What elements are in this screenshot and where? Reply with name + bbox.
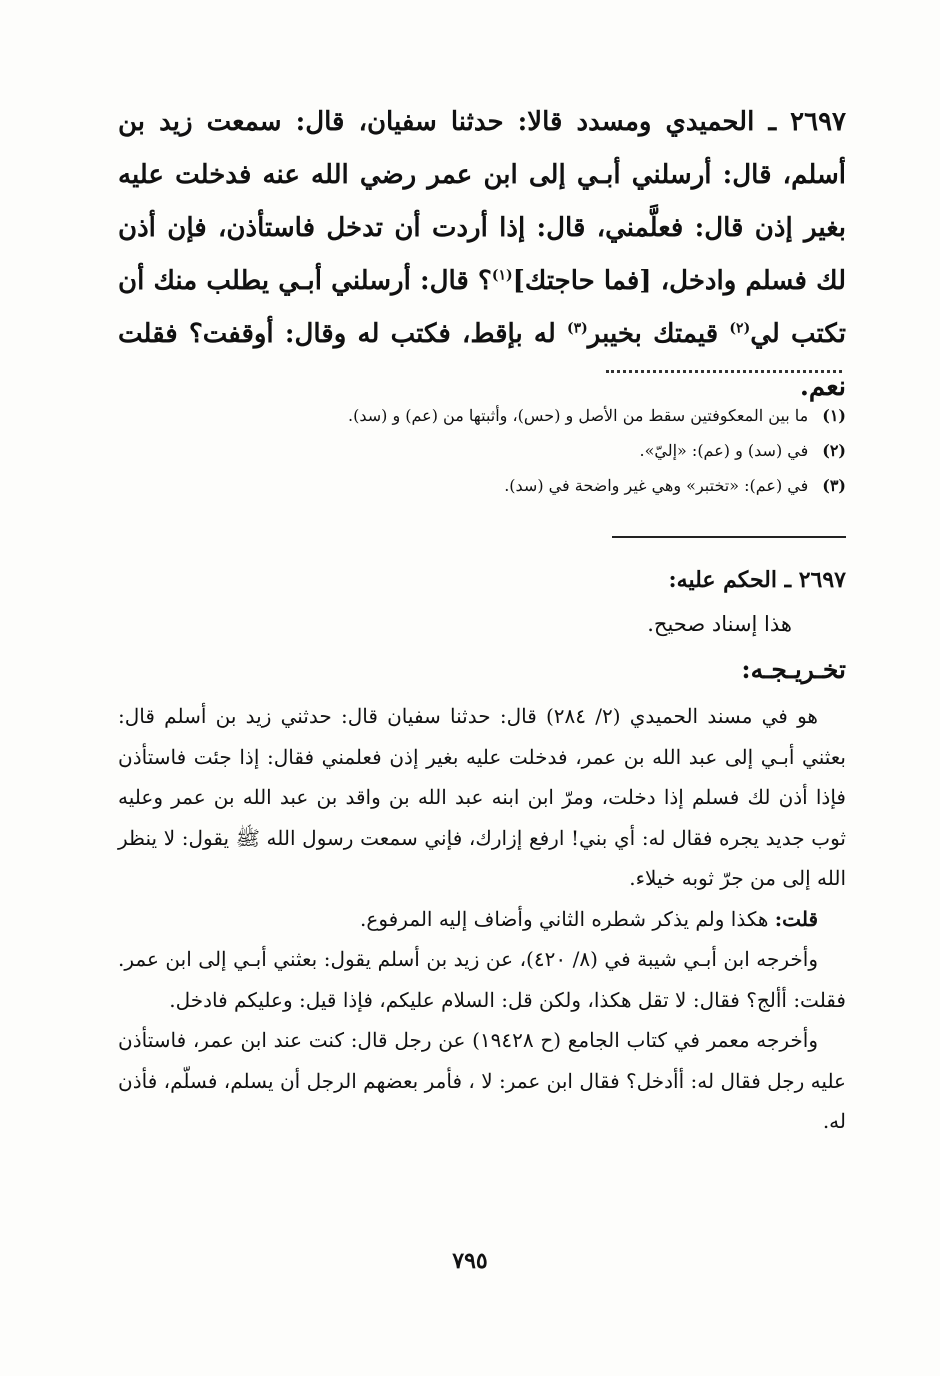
hadith-text-part-b: ؟ قال: أرسلني أبـي يطلب منك أن تكتب لي [118,266,846,349]
ruling-heading: ٢٦٩٧ ـ الحكم عليه: [668,567,846,593]
footnote-2 [118,433,846,468]
footnote-ref-1: (١) [491,267,513,284]
takhrij-paragraph-2 [118,899,846,940]
takhrij-body [118,696,846,1142]
ruling-text: هذا إسناد صحيح. [647,612,792,636]
qult-label: قلت: [774,906,818,931]
takhrij-paragraph-1: هو في مسند الحميدي (٢/ ٢٨٤) قال: حدثنا سفيان قال: حدثني زيد بن أسلم قال: بعثني أبـي إلى عبد الله بن عمر، فدخلت عليه بغير إذن فعلمني فقال: إذا جئت فاستأذن فإذا أذن لك فسلم إذا دخلت، ومرّ ابن ابنه عبد الله بن واقد بن عبد الله بن عمر وعليه ثوب جديد يجره فقال له: أي بني! ارفع إزارك، فإني سمعت رسول الله ﷺ يقول: لا ينظر الله إلى من جرّ ثوبه خيلاء. [118,704,846,890]
hadith-text [118,96,846,414]
takhrij-heading: تخـريـجـه: [741,655,846,684]
qult-text: هكذا ولم يذكر شطره الثاني وأضاف إليه المرفوع. [360,906,775,931]
hadith-number: ٢٦٩٧ ـ [768,107,847,137]
takhrij-paragraph-4: وأخرجه معمر في كتاب الجامع (ح ١٩٤٢٨) عن رجل قال: كنت عند ابن عمر، فاستأذن عليه رجل فقال له: أأدخل؟ فقال ابن عمر: لا ، فأمر بعضهم الرجل أن يسلم، فسلّم، فأذن له. [118,1028,846,1133]
takhrij-paragraph-3: وأخرجه ابن أبـي شيبة في (٨/ ٤٢٠)، عن زيد بن أسلم يقول: بعثني أبـي إلى ابن عمر. فقلت: أألج؟ فقال: لا تقل هكذا، ولكن قل: السلام عليكم، فإذا قيل: وعليكم فادخل. [118,947,846,1012]
footnotes [118,398,846,503]
footnote-separator [606,370,842,379]
hadith-text-part-d: له بإقط، فكتب له وقال: أوقفت؟ فقلت نعم. [118,319,846,402]
section-divider [612,536,846,538]
footnote-text: في (عم): «تختبر» وهي غير واضحة في (سد). [504,476,809,495]
footnote-1 [118,398,846,433]
page-number: ٧٩٥ [452,1248,488,1274]
footnote-ref-3: (٣) [567,320,588,337]
footnote-text: في (سد) و (عم): «إليّ». [639,441,809,460]
footnote-ref-2: (٢) [729,320,751,337]
footnote-number: (٢) [822,441,846,460]
footnote-number: (٣) [822,476,846,495]
footnote-3 [118,468,846,503]
footnote-number: (١) [822,406,846,425]
footnote-text: ما بين المعكوفتين سقط من الأصل و (حس)، وأثبتها من (عم) و (سد). [348,406,809,425]
hadith-text-part-a: الحميدي ومسدد قالا: حدثنا سفيان، قال: سمعت زيد بن أسلم، قال: أرسلني أبـي إلى ابن عمر رضي الله عنه فدخلت عليه بغير إذن قال: فعلَّمني، قال: إذا أردت أن تدخل فاستأذن، فإن أذن لك فسلم وادخل، [فما حاجتك] [118,107,846,296]
hadith-text-part-c: قيمتك بخيبر [587,319,730,349]
